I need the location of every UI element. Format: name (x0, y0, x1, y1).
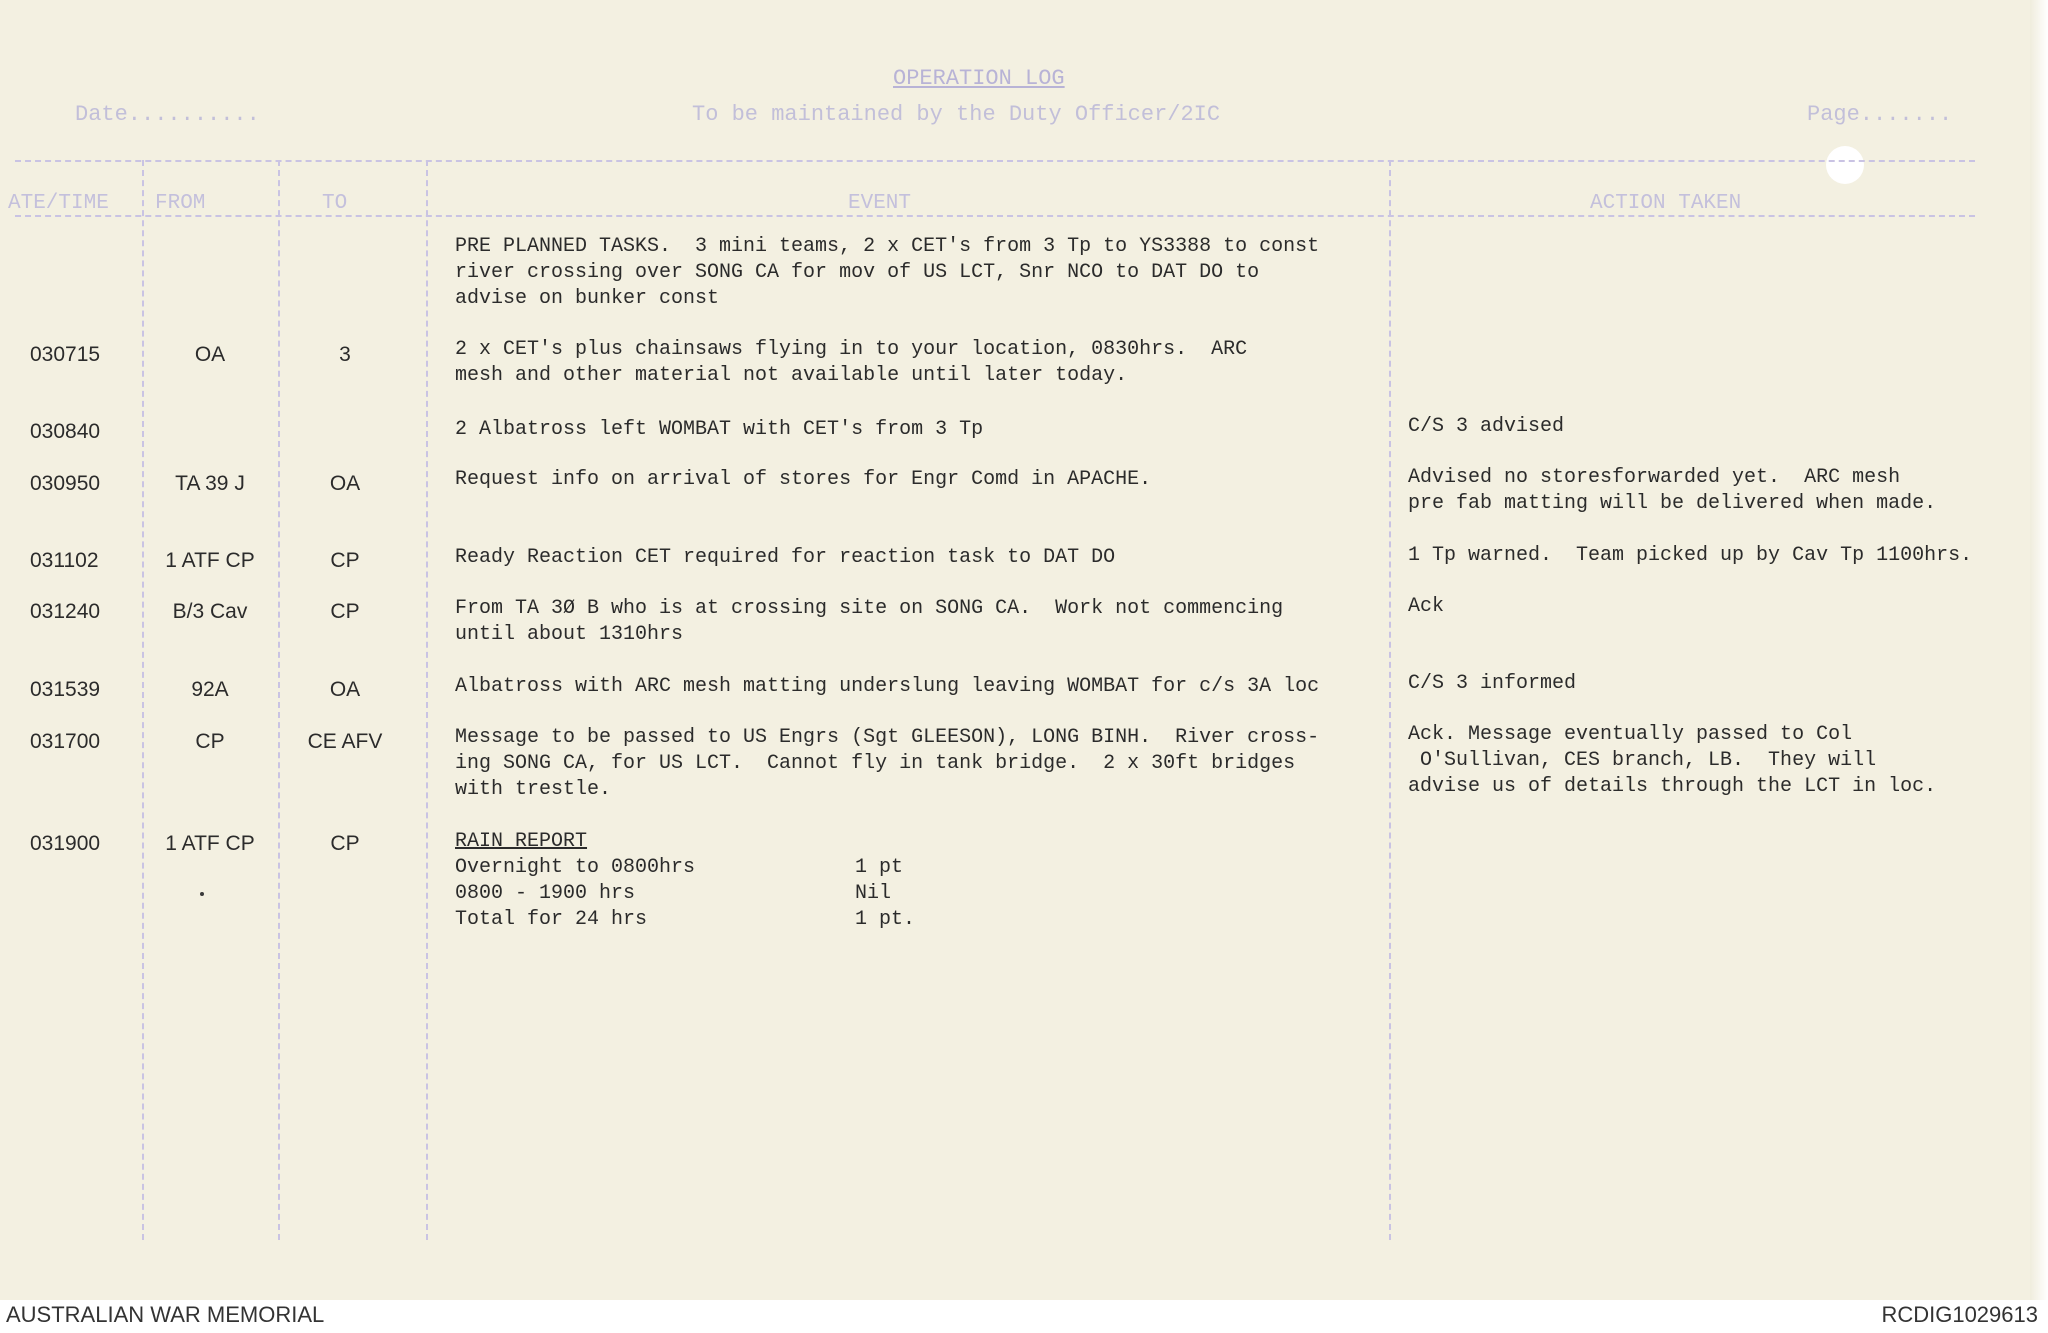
entry-event: Message to be passed to US Engrs (Sgt GLEESON), LONG BINH. River cross- ing SONG CA, for US LCT. Cannot fly in tank bridge. 2 x 30ft bridges with trestle. (455, 726, 1320, 801)
entry-to: CP (330, 832, 360, 855)
entry-from: OA (194, 343, 226, 366)
entry-to: CE AFV (307, 730, 383, 753)
entry-from: 92A (191, 678, 229, 701)
rain-report-label: Total for 24 hrs (455, 908, 648, 931)
entry-action: Ack. Message eventually passed to Col O'Sullivan, CES branch, LB. They will advise us of details through the LCT in loc. (1408, 723, 1937, 798)
entry-action: C/S 3 advised (1408, 415, 1565, 438)
entry-to: CP (330, 600, 360, 623)
entry-event: 2 Albatross left WOMBAT with CET's from 3 Tp (455, 418, 984, 441)
log-subtitle: To be maintained by the Duty Officer/2IC (692, 102, 1221, 127)
entry-event: 2 x CET's plus chainsaws flying in to your location, 0830hrs. ARC mesh and other material not available until later today. (455, 338, 1248, 387)
header-rule-bottom (15, 215, 1975, 217)
footer-credit: AUSTRALIAN WAR MEMORIAL (6, 1302, 325, 1327)
entry-to: OA (329, 472, 361, 495)
column-header-datetime: ATE/TIME (8, 192, 109, 215)
date-label: Date.......... (75, 102, 260, 127)
entry-event: Ready Reaction CET required for reaction task to DAT DO (455, 546, 1116, 569)
rain-report-label: Overnight to 0800hrs (455, 856, 696, 879)
entry-event: From TA 3Ø B who is at crossing site on SONG CA. Work not commencing until about 1310hrs (455, 597, 1284, 646)
column-divider-event (426, 160, 428, 1240)
rain-report-value: Nil (855, 882, 892, 905)
entry-from: TA 39 J (175, 472, 245, 495)
entry-time: 031700 (30, 730, 101, 753)
ink-dot (200, 892, 204, 896)
entry-time: 031240 (30, 600, 101, 623)
entry-time: 030840 (30, 420, 101, 443)
rain-report-label: 0800 - 1900 hrs (455, 882, 636, 905)
column-header-from: FROM (155, 192, 206, 215)
entry-action: C/S 3 informed (1408, 672, 1577, 695)
entry-time: 030715 (30, 343, 101, 366)
header-rule-top (15, 160, 1975, 162)
entry-action: 1 Tp warned. Team picked up by Cav Tp 1100hrs. (1408, 544, 1973, 567)
column-header-event: EVENT (848, 192, 912, 215)
entry-time: 031900 (30, 832, 101, 855)
sheet-edge (2030, 0, 2048, 1300)
entry-event: PRE PLANNED TASKS. 3 mini teams, 2 x CET's from 3 Tp to YS3388 to const river crossing over SONG CA for mov of US LCT, Snr NCO to DAT DO to advise on bunker const (455, 235, 1320, 310)
entry-time: 031102 (30, 549, 99, 572)
rain-report-value: 1 pt (855, 856, 904, 879)
entry-event: Albatross with ARC mesh matting underslung leaving WOMBAT for c/s 3A loc (455, 675, 1320, 698)
entry-from: CP (195, 730, 225, 753)
page-label: Page....... (1807, 102, 1953, 127)
column-header-action: ACTION TAKEN (1590, 192, 1742, 215)
rain-report-title: RAIN REPORT (455, 830, 588, 853)
entry-from: 1 ATF CP (165, 832, 255, 855)
entry-time: 030950 (30, 472, 101, 495)
rain-report-value: 1 pt. (855, 908, 916, 931)
punch-hole (1826, 146, 1864, 184)
entry-from: 1 ATF CP (165, 549, 255, 572)
entry-action: Advised no storesforwarded yet. ARC mesh pre fab matting will be delivered when made. (1408, 466, 1937, 515)
entry-to: CP (330, 549, 360, 572)
log-title: OPERATION LOG (893, 66, 1065, 91)
entry-action: Ack (1408, 595, 1445, 618)
column-divider-action (1389, 160, 1391, 1240)
column-header-to: TO (322, 192, 348, 215)
entry-from: B/3 Cav (172, 600, 248, 623)
entry-event: Request info on arrival of stores for Engr Comd in APACHE. (455, 468, 1152, 491)
entry-to: OA (329, 678, 361, 701)
footer-id: RCDIG1029613 (1881, 1302, 2038, 1327)
entry-to: 3 (339, 343, 351, 366)
entry-time: 031539 (30, 678, 101, 701)
